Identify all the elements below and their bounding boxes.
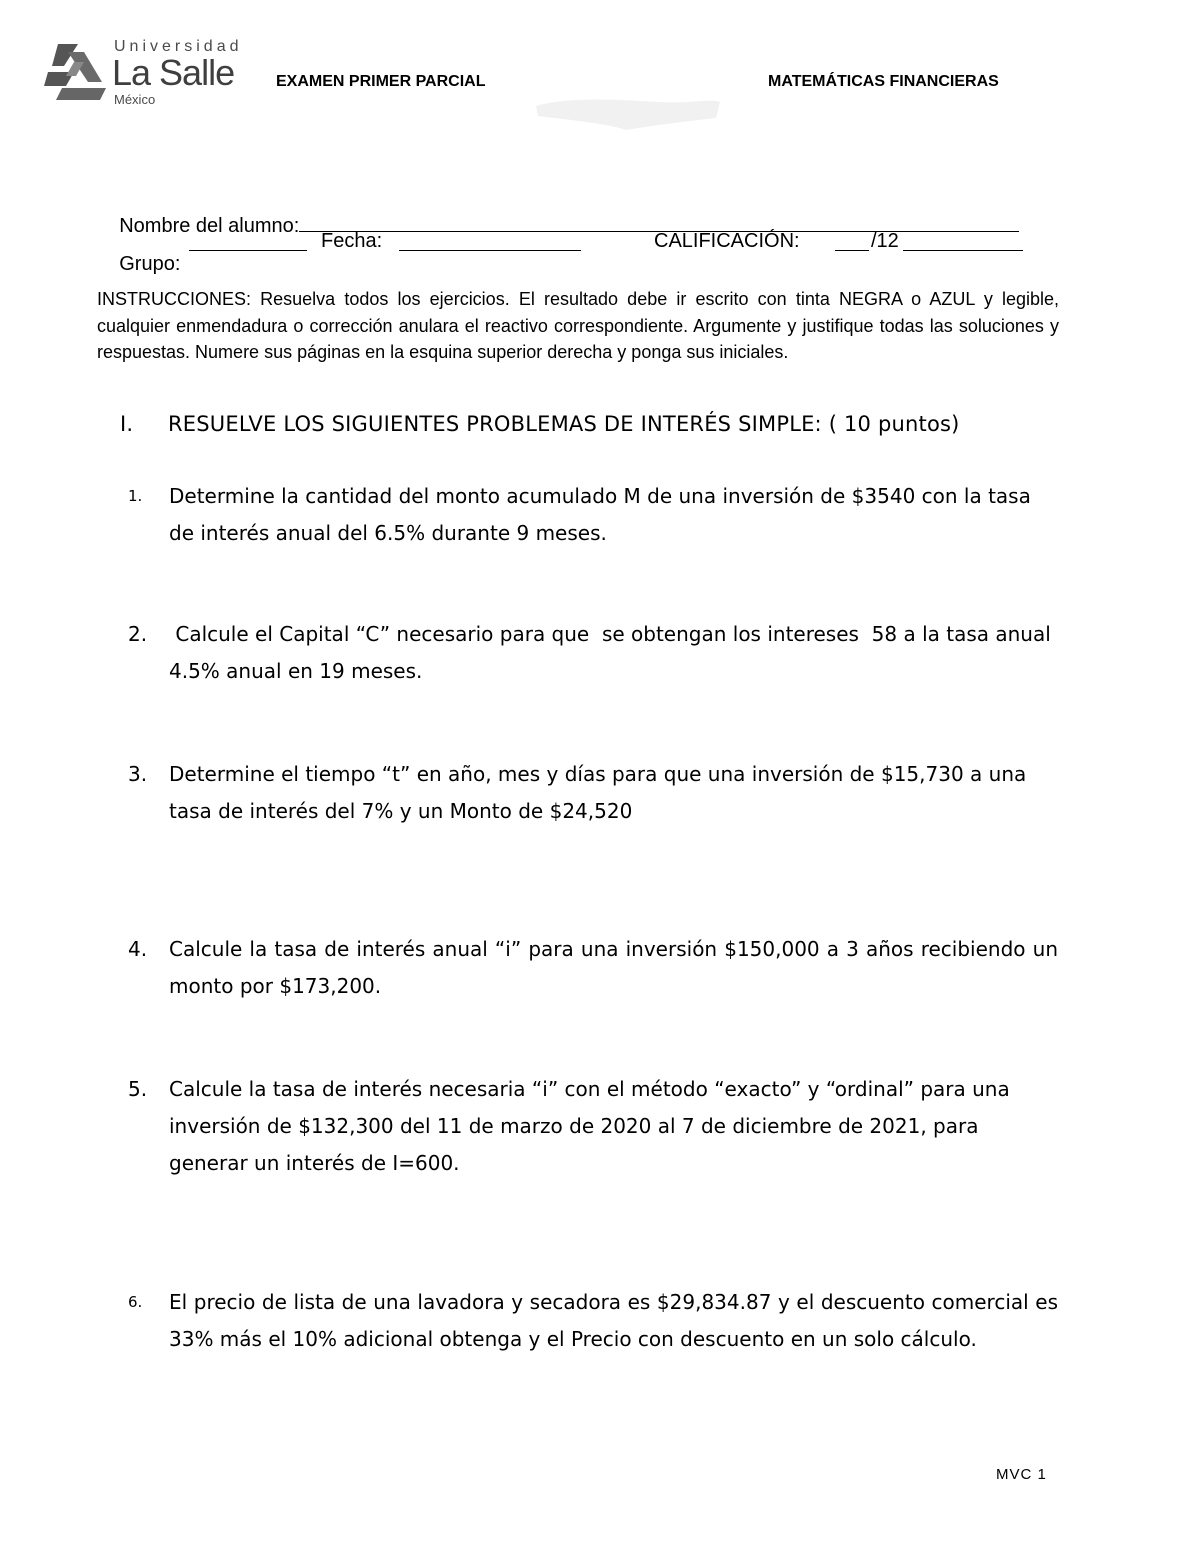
logo-line-universidad: Universidad [114,38,243,55]
problem-6 [128,1284,1058,1358]
problem-number: 3. [128,762,148,786]
problem-4 [128,931,1058,1005]
group-label: Grupo: [119,253,181,275]
problem-text: Calcule la tasa de interés necesaria “i” con el método “exacto” y “ordinal” para una inversión de $132,300 del 11 de marzo de 2020 al 7 de diciembre de 2021, para generar un interés de I=600. [169,1077,1010,1175]
problem-text: Calcule el Capital “C” necesario para que se obtengan los intereses 58 a la tasa anual 4.5% anual en 19 meses. [169,622,1064,683]
date-field[interactable] [399,232,581,251]
scan-smudge [530,92,730,132]
subject-title: MATEMÁTICAS FINANCIERAS [768,73,999,90]
student-name-label: Nombre del alumno: [119,215,300,237]
section-heading [120,412,960,436]
grade-label: CALIFICACIÓN: [654,230,800,252]
problem-number: 6. [128,1293,143,1311]
problem-number: 5. [128,1077,148,1101]
problem-2 [128,616,1064,690]
problem-text: Determine la cantidad del monto acumulado M de una inversión de $3540 con la tasa de interés anual del 6.5% durante 9 meses. [169,484,1031,545]
problem-text: Determine el tiempo “t” en año, mes y días para que una inversión de $15,730 a una tasa de interés del 7% y un Monto de $24,520 [169,762,1027,823]
problem-text: El precio de lista de una lavadora y secadora es $29,834.87 y el descuento comercial es 33% más el 10% adicional obtenga y el Precio con descuento en un solo cálculo. [169,1290,1058,1351]
section-number: I. [120,412,134,436]
grade-score-field[interactable] [835,232,869,251]
problem-number: 2. [128,622,148,646]
la-salle-emblem-icon [44,44,108,102]
grade-total: /12 [871,230,899,252]
problem-number: 4. [128,937,148,961]
problem-number: 1. [128,487,143,505]
problem-1 [128,478,1058,552]
exam-title: EXAMEN PRIMER PARCIAL [276,73,486,90]
date-label: Fecha: [321,230,383,252]
section-title: RESUELVE LOS SIGUIENTES PROBLEMAS DE INTERÉS SIMPLE: ( 10 puntos) [168,412,960,436]
problem-text: Calcule la tasa de interés anual “i” para una inversión $150,000 a 3 años recibiendo un monto por $173,200. [169,937,1058,998]
group-field[interactable] [189,232,307,251]
problem-3 [128,756,1058,830]
instructions-paragraph: INSTRUCCIONES: Resuelva todos los ejercicios. El resultado debe ir escrito con tinta NEGRA o AZUL y legible, cualquier enmendadura o corrección anulara el reactivo correspondiente. Argumente y justifique todas las soluciones y respuestas. Numere sus páginas en la esquina superior derecha y ponga sus iniciales. [97,289,1059,362]
grade-extra-field[interactable] [903,232,1023,251]
university-logo [44,38,254,108]
logo-line-mexico: México [114,92,156,107]
page-footer-mark: MVC 1 [996,1466,1047,1483]
logo-line-la-salle: La Salle [112,52,235,93]
problem-5 [128,1071,1058,1182]
